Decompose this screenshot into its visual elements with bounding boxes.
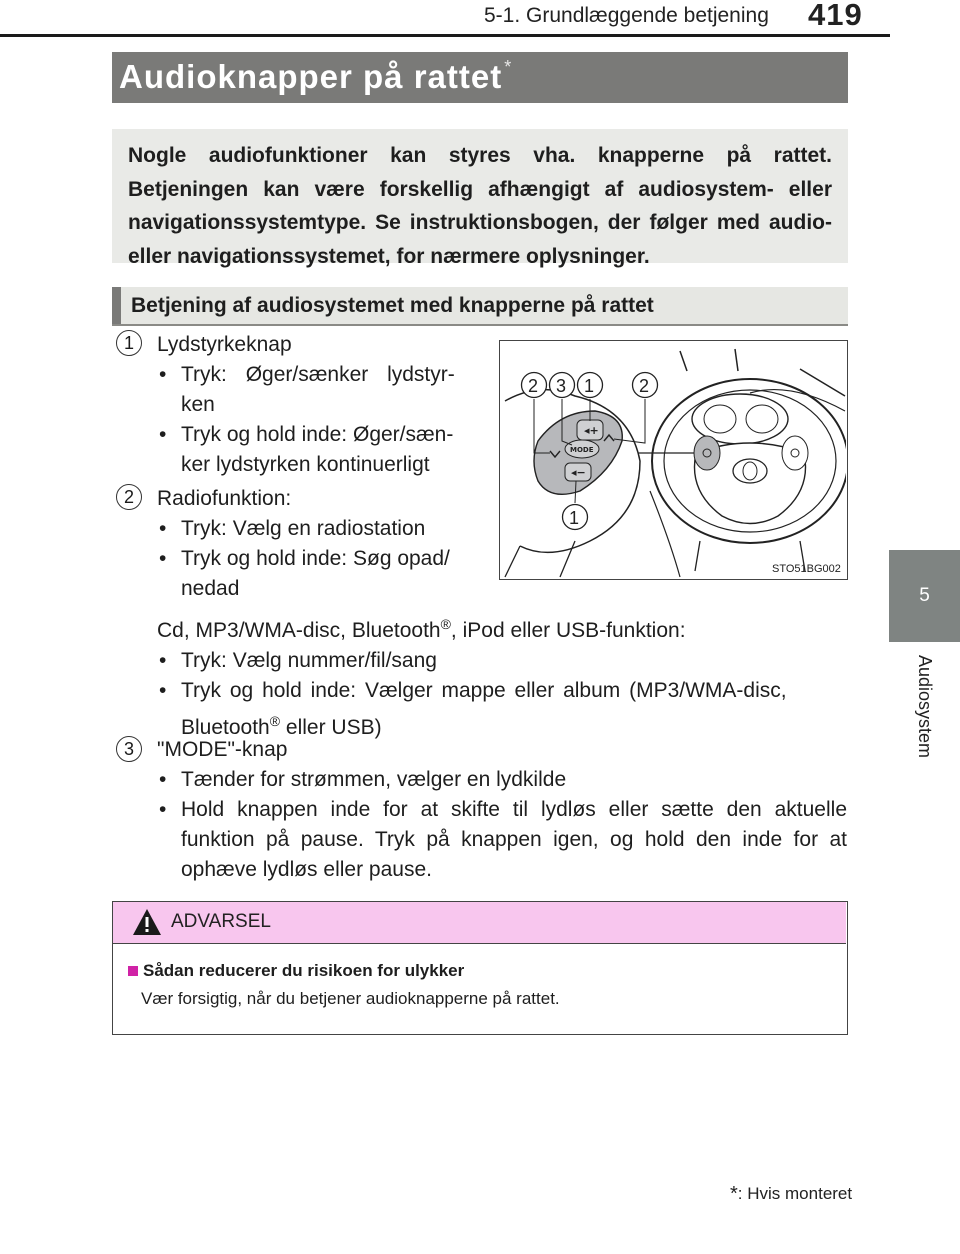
bullet: • Hold knappen inde for at skifte til lydløs eller sætte den aktuelle funktion på pause. Tryk på knappen igen, og hold den inde for at ophæve lydløs eller pause. [157,795,847,885]
bullet: • Tryk: Vælg nummer/fil/sang [157,646,847,676]
figure-callout: 3 [556,376,567,396]
bullet-text: eller USB) [280,716,382,739]
bullet [157,420,475,480]
registered-mark: ® [269,713,281,729]
registered-mark: ® [440,616,451,632]
footnote-text: : Hvis monteret [737,1184,853,1203]
item-radio [157,484,475,604]
item-volume [157,330,475,480]
svg-text:◂−: ◂− [571,466,586,479]
bullet-line [181,360,475,390]
section-title: 5-1. Grundlæggende betjening [484,4,769,27]
bullet-text: Bluetooth [181,716,270,739]
warning-subtitle-text: Sådan reducerer du risikoen for ulykker [143,961,465,980]
warning-triangle-icon [131,907,163,937]
svg-text:◂+: ◂+ [584,424,599,437]
warning-box [112,901,848,1035]
asterisk-icon: * [730,1183,738,1205]
figure-id: STO51BG002 [772,563,841,575]
bullet-line: ken [181,393,215,416]
bullet-line: nedad [181,577,240,600]
warning-title: ADVARSEL [171,911,271,932]
steering-wheel-figure [499,340,848,580]
subheading: Betjening af audiosystemet med knapperne på rattet [112,287,848,324]
warning-text: Vær forsigtig, når du betjener audioknapperne på rattet. [141,989,560,1008]
bullet-text: • Tryk: Øger/sænker lydstyr- [181,363,455,386]
item-title: "MODE"-knap [157,738,288,761]
bullet [157,676,847,743]
bullet [157,360,475,420]
warning-header [113,902,846,944]
intro-box [112,129,848,268]
bullet-line: ker lydstyrken kontinuerligt [181,453,430,476]
item-title: Lydstyrkeknap [157,333,292,356]
warning-subtitle [128,961,464,981]
item-media [157,609,847,743]
page-title [112,52,848,103]
chapter-number: 5 [919,585,930,606]
subheading-rule [112,324,848,326]
bullet: • Tænder for strømmen, vælger en lydkilde [157,765,847,795]
item-mode [157,735,847,885]
figure-callout: 2 [639,376,650,396]
media-heading [157,609,847,646]
media-heading-text: , iPod eller USB-funktion: [450,619,686,642]
header-rule [0,34,890,37]
item-title: Radiofunktion: [157,487,292,510]
bullet: • Tryk: Vælg en radiostation [157,514,475,544]
chapter-label [889,652,960,762]
bullet-line: • Tryk og hold inde: Vælger mappe eller album (MP3/WMA-disc, [181,679,787,702]
mode-label: MODE [570,446,594,454]
availability-mark: * [504,57,513,77]
intro-text: Nogle audiofunktioner kan styres vha. knapperne på rattet. Betjeningen kan være forskellig afhængigt af audiosystem- eller navigationssystemtype. Se instruktionsbogen, der følger med audio- eller navigationssystemet, for nærmere oplysninger. [128,144,832,268]
callout-1: 1 [116,330,142,356]
callout-3: 3 [116,736,142,762]
square-bullet-icon [128,966,138,976]
steering-wheel-illustration [500,341,846,578]
chapter-tab [889,550,960,642]
page-title-text: Audioknapper på rattet [119,58,503,95]
figure-callout: 1 [569,508,580,528]
bullet [157,544,475,604]
media-heading-text: Cd, MP3/WMA-disc, Bluetooth [157,619,441,642]
bullet-line: • Tryk og hold inde: Øger/sæn- [181,423,454,446]
figure-callout: 2 [528,376,539,396]
bullet-line: • Tryk og hold inde: Søg opad/ [181,547,450,570]
page-number: 419 [808,0,863,32]
callout-2: 2 [116,484,142,510]
footnote [730,1182,852,1205]
figure-callout: 1 [584,376,595,396]
chapter-title: Audiosystem [915,655,935,759]
